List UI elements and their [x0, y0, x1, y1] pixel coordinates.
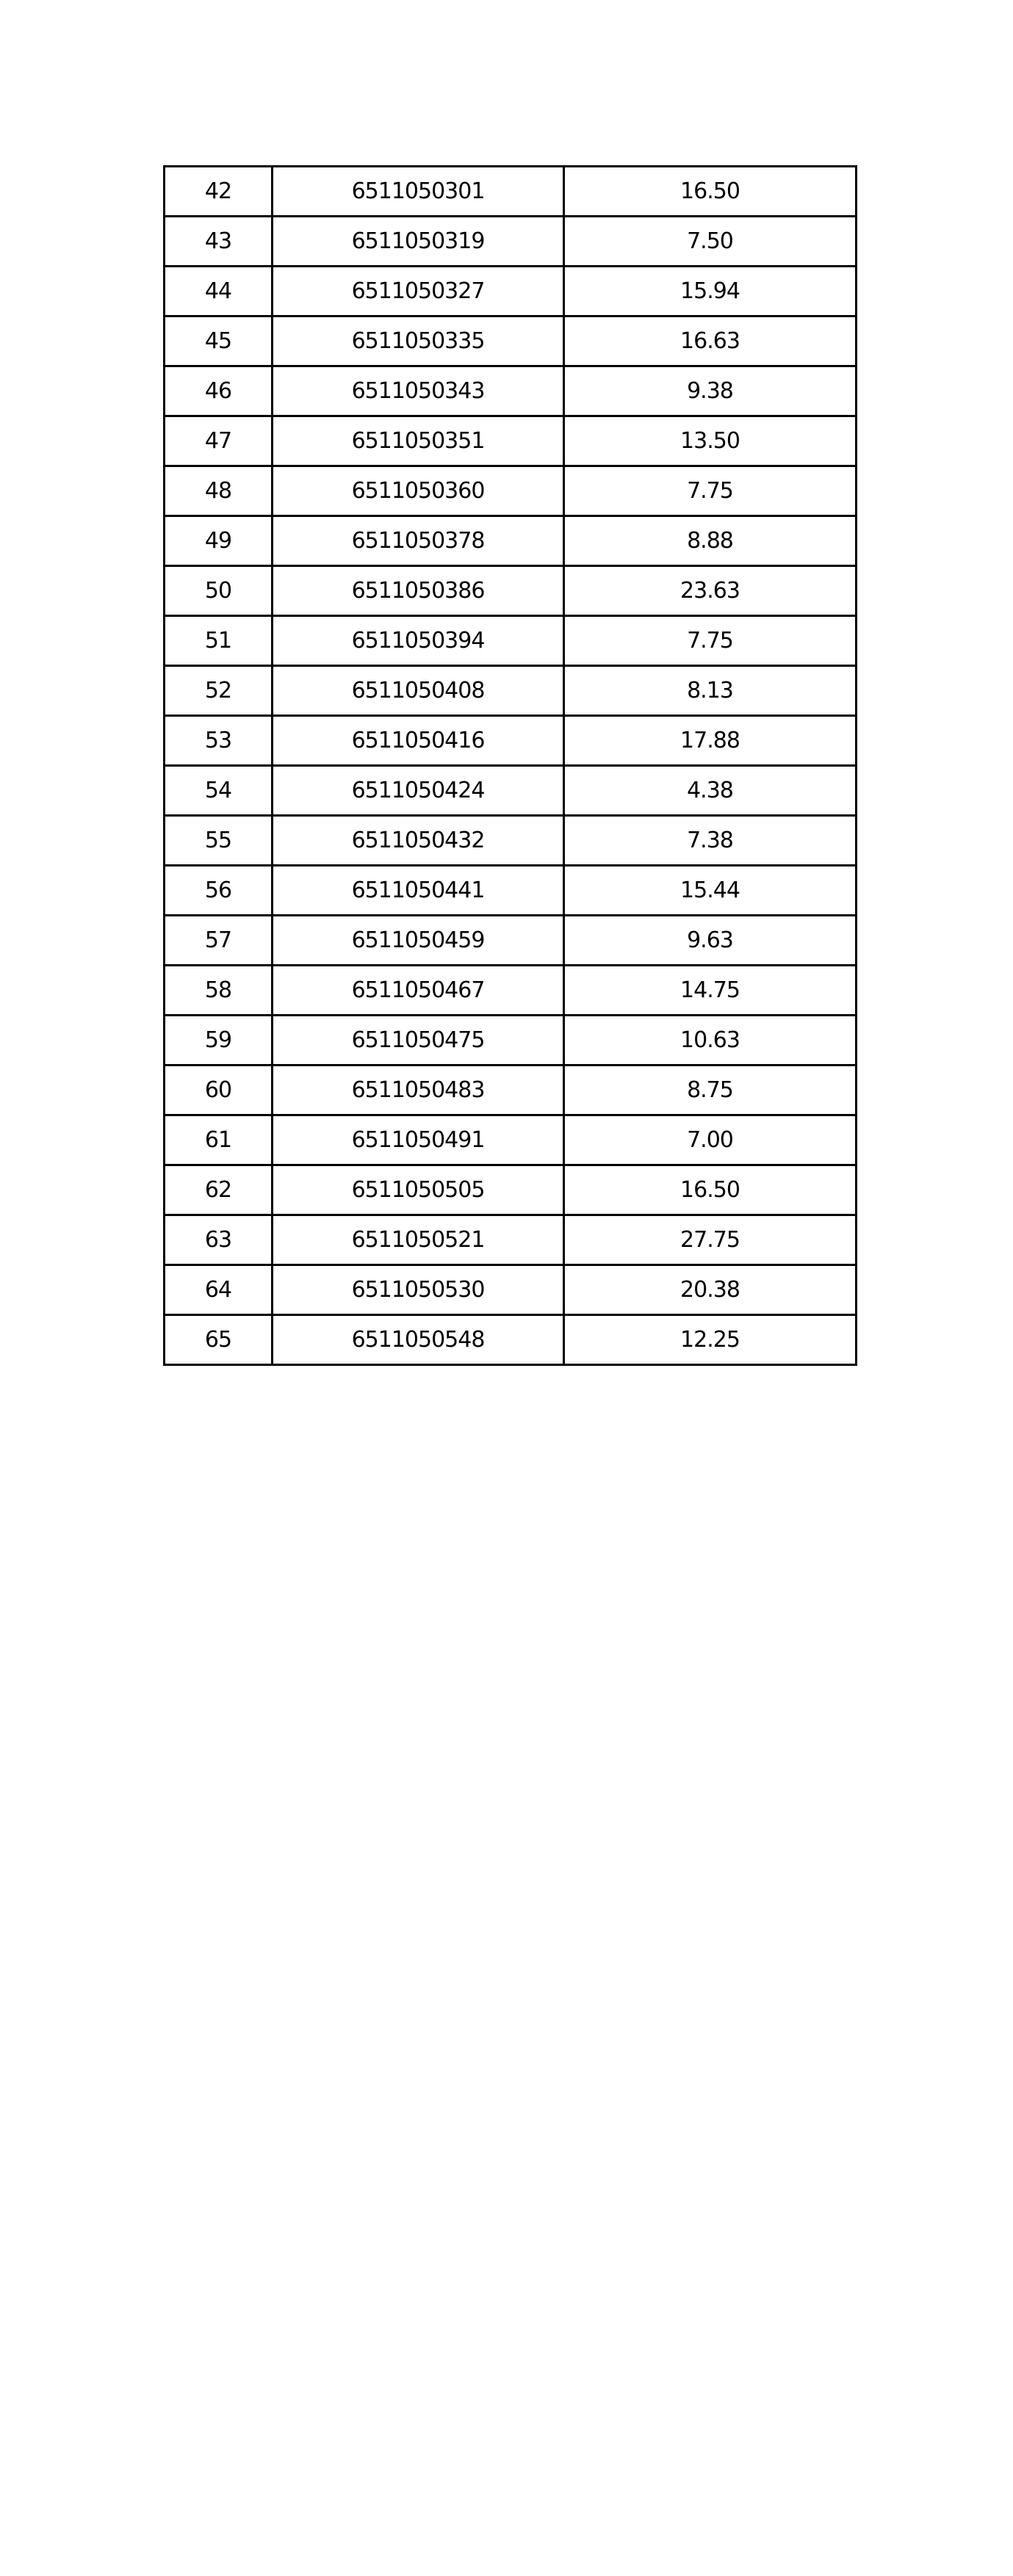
row-index-cell: 53 [165, 716, 273, 766]
table-row [165, 366, 857, 416]
row-index-cell: 58 [165, 966, 273, 1016]
table-row [165, 916, 857, 966]
row-index-cell: 51 [165, 616, 273, 666]
id-number-cell: 6511050548 [273, 1315, 564, 1365]
id-number-cell: 6511050335 [273, 316, 564, 366]
table-row [165, 416, 857, 466]
table-row [165, 1315, 857, 1365]
score-cell: 8.88 [564, 516, 857, 566]
score-cell: 7.75 [564, 466, 857, 516]
score-table [163, 165, 857, 1366]
table-row [165, 516, 857, 566]
table-row [165, 316, 857, 366]
table-row [165, 866, 857, 916]
id-number-cell: 6511050505 [273, 1165, 564, 1215]
row-index-cell: 49 [165, 516, 273, 566]
score-cell: 14.75 [564, 966, 857, 1016]
id-number-cell: 6511050378 [273, 516, 564, 566]
table-row [165, 816, 857, 866]
id-number-cell: 6511050441 [273, 866, 564, 916]
id-number-cell: 6511050416 [273, 716, 564, 766]
row-index-cell: 63 [165, 1215, 273, 1265]
row-index-cell: 54 [165, 766, 273, 816]
score-cell: 20.38 [564, 1265, 857, 1315]
table-row [165, 1066, 857, 1115]
table-row [165, 1265, 857, 1315]
table-row [165, 1115, 857, 1165]
row-index-cell: 64 [165, 1265, 273, 1315]
id-number-cell: 6511050343 [273, 366, 564, 416]
table-row [165, 1016, 857, 1066]
table-row [165, 466, 857, 516]
score-cell: 7.75 [564, 616, 857, 666]
row-index-cell: 65 [165, 1315, 273, 1365]
score-cell: 16.63 [564, 316, 857, 366]
score-cell: 16.50 [564, 167, 857, 217]
row-index-cell: 47 [165, 416, 273, 466]
id-number-cell: 6511050459 [273, 916, 564, 966]
id-number-cell: 6511050319 [273, 217, 564, 267]
table-row [165, 766, 857, 816]
id-number-cell: 6511050521 [273, 1215, 564, 1265]
row-index-cell: 52 [165, 666, 273, 716]
table-row [165, 267, 857, 316]
score-cell: 8.75 [564, 1066, 857, 1115]
id-number-cell: 6511050483 [273, 1066, 564, 1115]
score-cell: 7.38 [564, 816, 857, 866]
id-number-cell: 6511050351 [273, 416, 564, 466]
id-number-cell: 6511050475 [273, 1016, 564, 1066]
row-index-cell: 45 [165, 316, 273, 366]
row-index-cell: 60 [165, 1066, 273, 1115]
row-index-cell: 55 [165, 816, 273, 866]
row-index-cell: 57 [165, 916, 273, 966]
id-number-cell: 6511050386 [273, 566, 564, 616]
score-cell: 17.88 [564, 716, 857, 766]
row-index-cell: 46 [165, 366, 273, 416]
score-cell: 12.25 [564, 1315, 857, 1365]
id-number-cell: 6511050327 [273, 267, 564, 316]
id-number-cell: 6511050424 [273, 766, 564, 816]
id-number-cell: 6511050530 [273, 1265, 564, 1315]
score-cell: 16.50 [564, 1165, 857, 1215]
table-row [165, 616, 857, 666]
row-index-cell: 43 [165, 217, 273, 267]
table-row [165, 666, 857, 716]
score-cell: 15.94 [564, 267, 857, 316]
table-row [165, 217, 857, 267]
table-row [165, 966, 857, 1016]
score-cell: 15.44 [564, 866, 857, 916]
row-index-cell: 42 [165, 167, 273, 217]
row-index-cell: 59 [165, 1016, 273, 1066]
row-index-cell: 48 [165, 466, 273, 516]
score-cell: 7.50 [564, 217, 857, 267]
score-cell: 10.63 [564, 1016, 857, 1066]
id-number-cell: 6511050408 [273, 666, 564, 716]
table-row [165, 167, 857, 217]
id-number-cell: 6511050301 [273, 167, 564, 217]
score-cell: 23.63 [564, 566, 857, 616]
row-index-cell: 61 [165, 1115, 273, 1165]
score-cell: 27.75 [564, 1215, 857, 1265]
id-number-cell: 6511050467 [273, 966, 564, 1016]
score-cell: 9.63 [564, 916, 857, 966]
score-table-body [165, 167, 857, 1365]
score-cell: 13.50 [564, 416, 857, 466]
id-number-cell: 6511050394 [273, 616, 564, 666]
score-cell: 8.13 [564, 666, 857, 716]
row-index-cell: 62 [165, 1165, 273, 1215]
id-number-cell: 6511050360 [273, 466, 564, 516]
score-cell: 9.38 [564, 366, 857, 416]
table-row [165, 716, 857, 766]
table-row [165, 1215, 857, 1265]
row-index-cell: 50 [165, 566, 273, 616]
score-cell: 7.00 [564, 1115, 857, 1165]
table-row [165, 1165, 857, 1215]
row-index-cell: 56 [165, 866, 273, 916]
table-row [165, 566, 857, 616]
id-number-cell: 6511050432 [273, 816, 564, 866]
row-index-cell: 44 [165, 267, 273, 316]
score-cell: 4.38 [564, 766, 857, 816]
id-number-cell: 6511050491 [273, 1115, 564, 1165]
